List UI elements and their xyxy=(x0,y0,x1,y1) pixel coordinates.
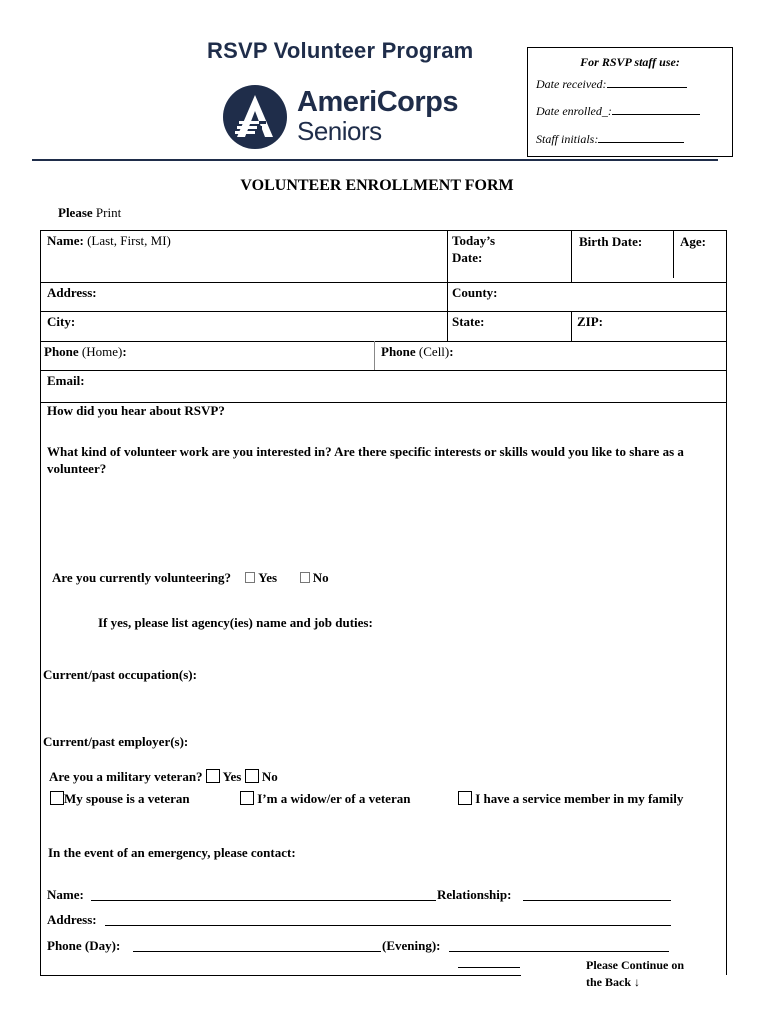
veteran-question: Are you a military veteran? xyxy=(49,769,203,784)
staff-initials-field[interactable] xyxy=(598,133,684,143)
todays-date-label xyxy=(452,232,495,266)
date-received-field[interactable] xyxy=(607,78,687,88)
volunteering-yes-checkbox[interactable] xyxy=(245,572,255,583)
date-enrolled-field[interactable] xyxy=(612,105,700,115)
ec-address-label: Address: xyxy=(47,912,97,927)
veteran-yes-checkbox[interactable] xyxy=(206,769,220,783)
please-print-note xyxy=(58,205,121,221)
interests-question: What kind of volunteer work are you interested in? Are there specific interests or skills would you like to share as a volunteer? xyxy=(47,444,684,476)
widow-veteran-label: I’m a widow/er of a veteran xyxy=(257,791,411,806)
phone-cell-hint: (Cell) xyxy=(418,344,450,359)
ec-evening-field[interactable] xyxy=(449,951,669,952)
date-enrolled-label: Date enrolled_: xyxy=(536,104,612,118)
widow-veteran-checkbox[interactable] xyxy=(240,791,254,805)
logo-text-americorps: AmeriCorps xyxy=(297,86,458,118)
service-member-checkbox[interactable] xyxy=(458,791,472,805)
veteran-no-checkbox[interactable] xyxy=(245,769,259,783)
zip-label: ZIP: xyxy=(577,314,603,329)
ec-name-field[interactable] xyxy=(91,900,436,901)
staff-initials-label: Staff initials: xyxy=(536,132,599,146)
name-label: Name: xyxy=(47,233,84,248)
name-hint: (Last, First, MI) xyxy=(87,233,171,248)
please-print-bold: Please xyxy=(58,205,93,220)
volunteering-yes-label: Yes xyxy=(258,570,278,585)
todays-date-line2: Date: xyxy=(452,250,483,265)
form-title: VOLUNTEER ENROLLMENT FORM xyxy=(240,177,514,194)
phone-cell-bold: Phone xyxy=(381,344,416,359)
ec-phone-day-field[interactable] xyxy=(133,951,381,952)
age-label: Age: xyxy=(680,234,706,249)
hear-about-question: How did you hear about RSVP? xyxy=(47,403,225,418)
address-label: Address: xyxy=(47,285,97,300)
currently-volunteering-row xyxy=(52,569,329,586)
date-received-row xyxy=(536,77,687,92)
continue-on-back-note xyxy=(586,957,684,991)
phone-cell-colon: : xyxy=(449,344,454,359)
veteran-yes-label: Yes xyxy=(222,769,242,784)
americorps-logo-icon xyxy=(223,85,287,149)
phone-home-hint: (Home) xyxy=(81,344,123,359)
volunteering-no-label: No xyxy=(312,570,329,585)
header-divider xyxy=(32,159,718,161)
phone-cell-label xyxy=(381,343,454,360)
date-enrolled-row xyxy=(536,104,700,119)
service-member-label: I have a service member in my family xyxy=(475,791,684,806)
agency-prompt: If yes, please list agency(ies) name and job duties: xyxy=(98,615,373,630)
currently-volunteering-question: Are you currently volunteering? xyxy=(52,570,231,585)
spouse-veteran-label: My spouse is a veteran xyxy=(64,791,190,806)
ec-phone-day-label: Phone (Day): xyxy=(47,938,121,953)
extra-short-line xyxy=(458,967,520,968)
county-label: County: xyxy=(452,285,498,300)
americorps-a-mark-icon xyxy=(223,85,287,149)
staff-initials-row xyxy=(536,132,684,147)
ec-address-field[interactable] xyxy=(105,925,671,926)
todays-date-line1: Today’s xyxy=(452,233,496,248)
phone-home-bold: Phone xyxy=(44,344,79,359)
veteran-row xyxy=(49,768,278,785)
emergency-prompt: In the event of an emergency, please contact: xyxy=(48,845,296,860)
birth-date-label: Birth Date: xyxy=(579,234,643,249)
continue-line2: the Back ↓ xyxy=(586,975,640,989)
city-label: City: xyxy=(47,314,76,329)
logo-text-seniors: Seniors xyxy=(297,116,382,146)
ec-evening-label: (Evening): xyxy=(382,938,441,953)
phone-home-colon: : xyxy=(122,344,127,359)
continue-line1: Please Continue on xyxy=(586,958,685,972)
spouse-veteran-checkbox[interactable] xyxy=(50,791,64,805)
volunteering-no-checkbox[interactable] xyxy=(300,572,310,583)
please-print-rest: Print xyxy=(95,205,122,220)
phone-home-label xyxy=(44,343,127,360)
email-label: Email: xyxy=(47,373,85,388)
staff-use-box xyxy=(527,47,733,157)
veteran-no-label: No xyxy=(261,769,278,784)
program-title: RSVP Volunteer Program xyxy=(207,38,474,63)
date-received-label: Date received: xyxy=(536,77,607,91)
ec-name-label: Name: xyxy=(47,887,84,902)
ec-relationship-label: Relationship: xyxy=(437,887,512,902)
ec-relationship-field[interactable] xyxy=(523,900,671,901)
name-field-label xyxy=(47,232,171,249)
service-member-option xyxy=(458,790,683,807)
employer-label: Current/past employer(s): xyxy=(43,734,189,749)
spouse-veteran-option xyxy=(50,790,190,807)
form-bottom-border xyxy=(40,975,521,976)
occupation-label: Current/past occupation(s): xyxy=(43,667,197,682)
state-label: State: xyxy=(452,314,485,329)
widow-veteran-option xyxy=(240,790,410,807)
staff-box-title: For RSVP staff use: xyxy=(580,55,680,69)
